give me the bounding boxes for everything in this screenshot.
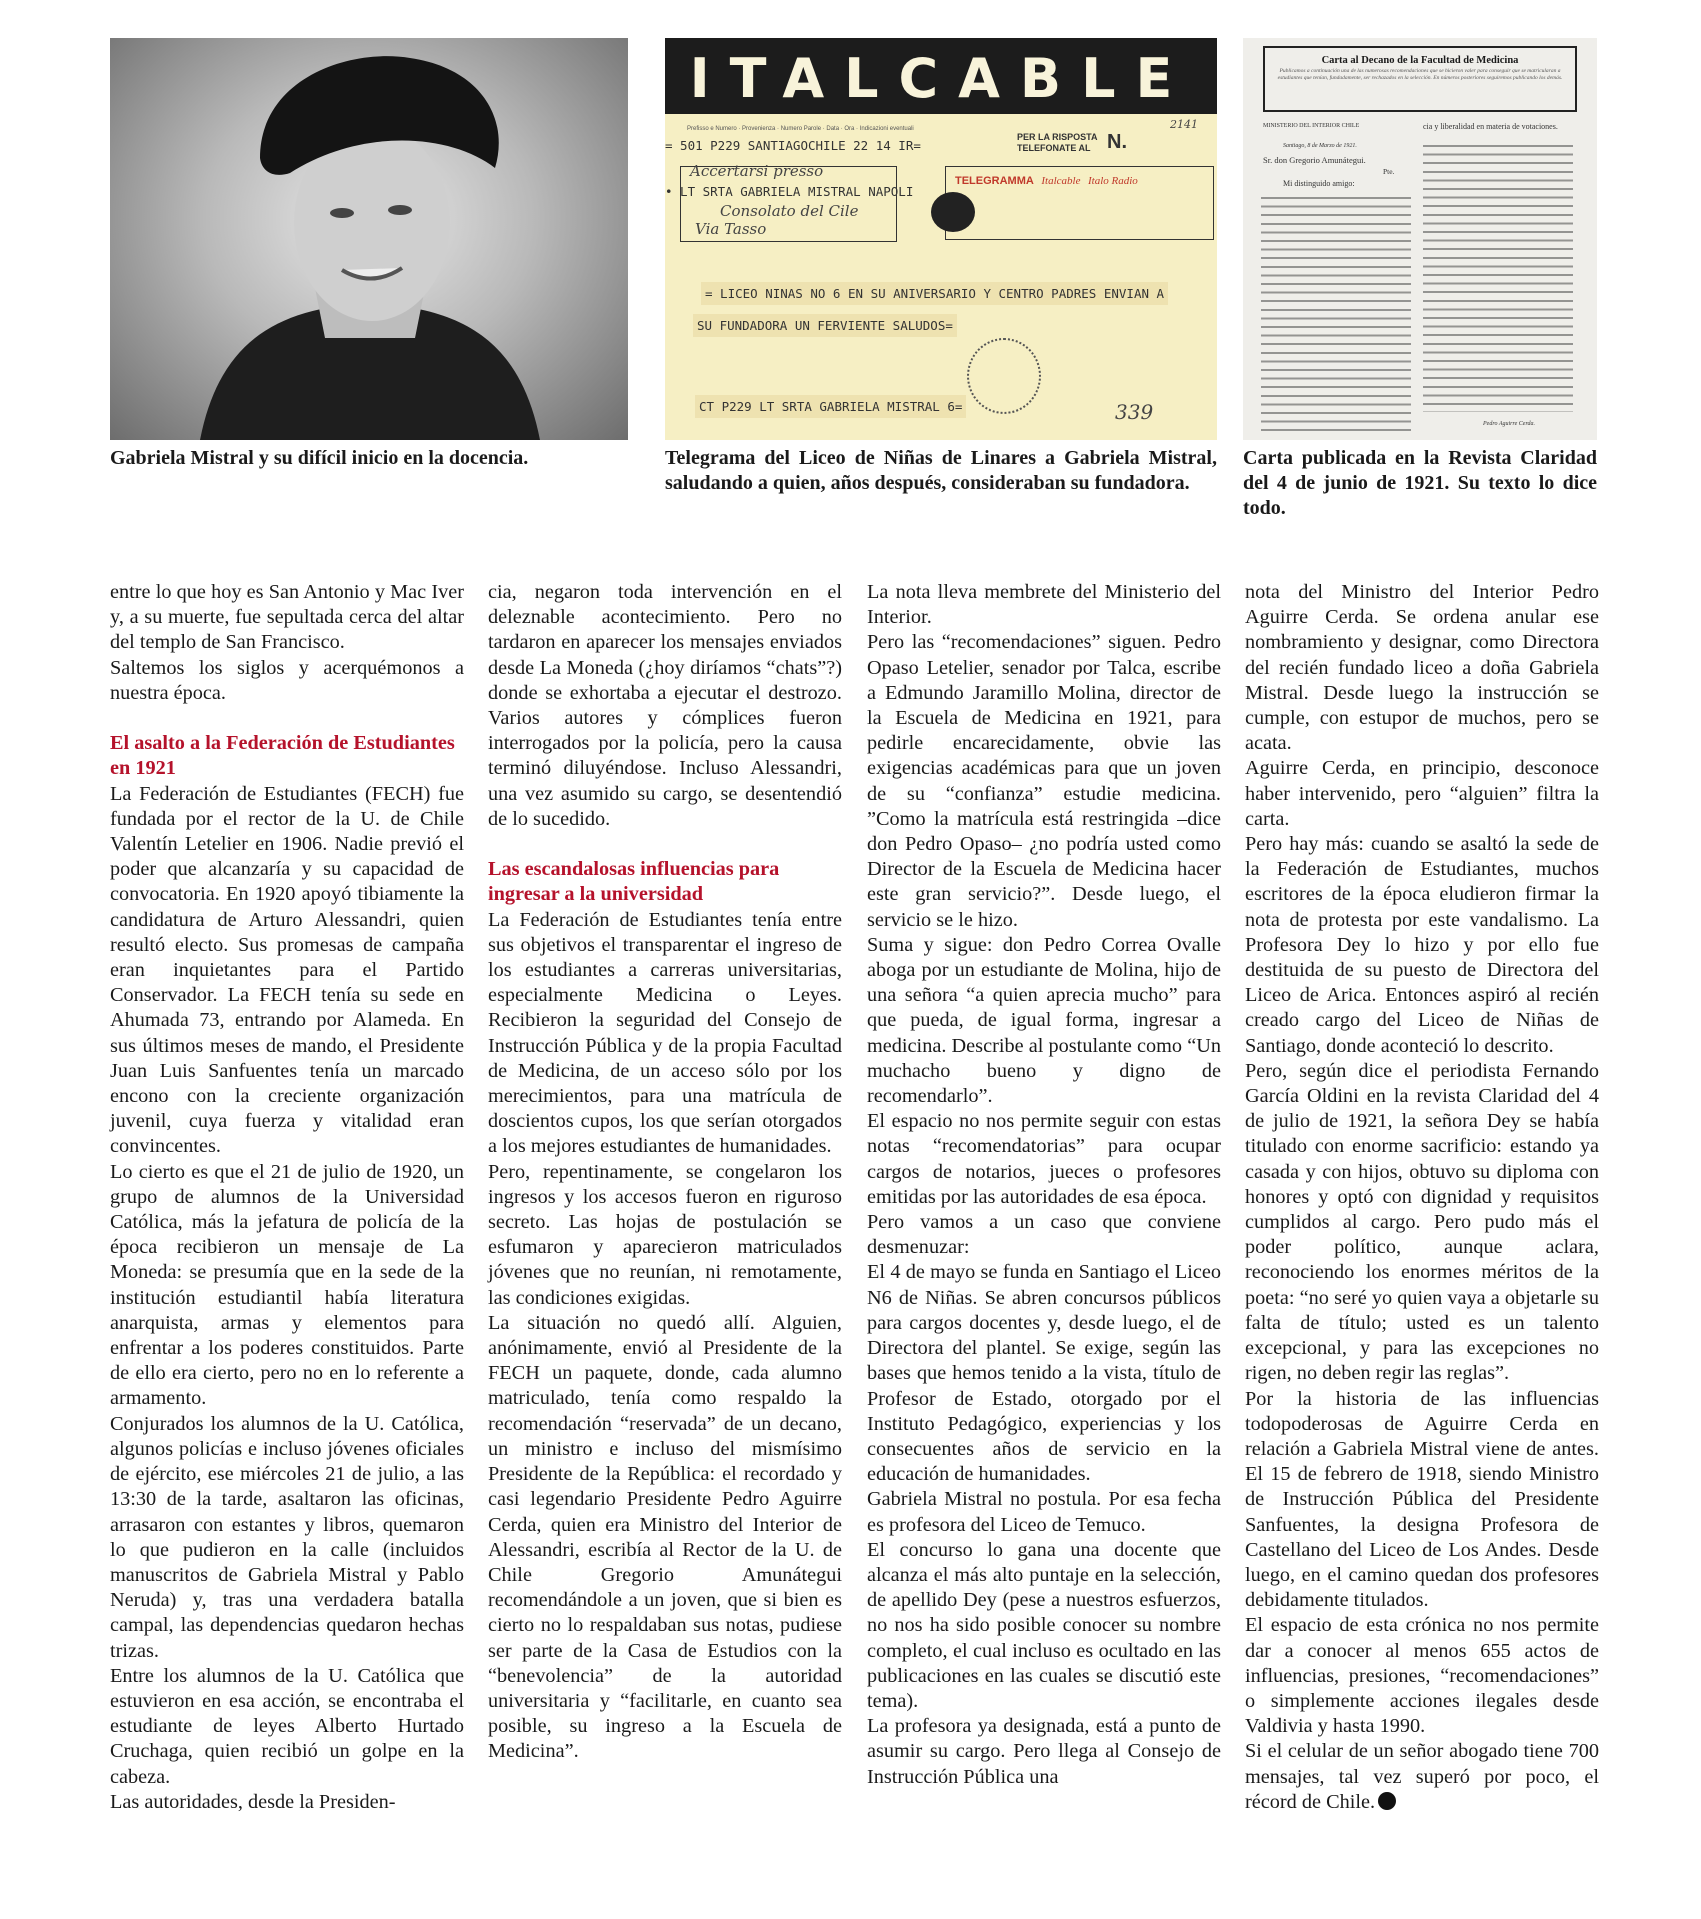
article-paragraph: Gabriela Mistral no postula. Por esa fecha es profesora del Liceo de Temuco. — [867, 1488, 1221, 1536]
letter-recipient: Sr. don Gregorio Amunátegui. — [1263, 155, 1366, 165]
article-column-4 — [1245, 580, 1599, 1815]
article-column-2 — [488, 580, 842, 1765]
article-paragraph: El concurso lo gana una docente que alcanza el más alto puntaje en la selección, de apellido Dey (pese a nuestros esfuerzos, no nos ha sido posible conocer su nombre completo, el cual incluso es ocultado en las publicaciones en las cuales se discutió este tema). — [867, 1538, 1221, 1712]
letter-body-left — [1261, 194, 1411, 434]
article-paragraph: Saltemos los siglos y acerquémonos a nuestra época. — [110, 656, 464, 704]
article-paragraph: Suma y sigue: don Pedro Correa Ovalle aboga por un estudiante de Molina, hijo de una señora “a quien aprecia mucho” para que pueda, de igual forma, ingresar a medicina. Describe al postulante como “Un muchacho bueno y digno de recomendarlo”. — [867, 933, 1221, 1108]
article-paragraph: Entre los alumnos de la U. Católica que estuvieron en esa acción, se encontraba el estudiante de leyes Alberto Hurtado Cruchaga, quien recibió un golpe en la cabeza. — [110, 1664, 464, 1788]
article-paragraph: La situación no quedó allí. Alguien, anónimamente, envió al Presidente de la FECH un paquete, donde, cada alumno matriculado, tenía como respaldo la recomendación “reservada” de un decano, un ministro e incluso del mismísimo Presidente de la República: el recordado y casi legendario Presidente Pedro Aguirre Cerda, quien era Ministro del Interior de Alessandri, escribía al Rector de la U. de Chile Gregorio Amunátegui recomendándole a un joven, que si bien es cierto no lo respaldaban sus notas, pudiese ser parte de la Casa de Estudios con la “benevolencia” de la autoridad universitaria y “facilitarle, en cuanto sea posible, su ingreso a la Escuela de Medicina”. — [488, 1311, 842, 1763]
article-paragraph: Lo cierto es que el 21 de julio de 1920, un grupo de alumnos de la Universidad Católica, más la jefatura de policía de la época recibieron un mensaje de La Moneda: se presumía que en la sede de la institución estudiantil había literatura anarquista, armas y elementos para enfrentar a los poderes constituidos. Parte de ello era cierto, pero no en lo referente a armamento. — [110, 1160, 464, 1410]
article-paragraph: La profesora ya designada, está a punto de asumir su cargo. Pero llega al Consejo de Instrucción Pública una — [867, 1715, 1221, 1788]
article-paragraph: El espacio no nos permite seguir con estas notas “recomendatorias” para ocupar cargos de notarios, jueces o profesores emitidas por las autoridades de esa época. — [867, 1110, 1221, 1208]
article-paragraph: Pero, según dice el periodista Fernando García Oldini en la revista Claridad del 4 de julio de 1921, la señora Dey se había titulado con enorme sacrificio: estando ya casada y con hijos, obtuvo su diploma con honores y optó con dignidad y requisitos cumplidos al cargo. Pero pudo más el poder político, aunque aclara, reconociendo los enormes méritos de la poeta: “no seré yo quien vaya a objetarle su falta de título; usted es un talento excepcional, y para las excepciones no rigen, no deben regir las reglas”. — [1245, 1059, 1599, 1385]
letter-header-box — [1263, 46, 1577, 112]
article-paragraph: La Federación de Estudiantes (FECH) fue fundada por el rector de la U. de Chile Valentín Letelier en 1906. Nadie previó el poder que alcanzaría y su capacidad de convocatoria. En 1920 apoyó tibiamente la candidatura de Arturo Alessandri, quien resultó electo. Sus promesas de campaña eran inquietantes para el Partido Conservador. La FECH tenía su sede en Ahumada 73, entrando por Alameda. En sus últimos meses de mando, el Presidente Juan Luis Sanfuentes tenía un marcado encono con la creciente organización juvenil, cuya fuerza y vitalidad eran convincentes. — [110, 782, 464, 1158]
letter-right-start: cia y liberalidad en materia de votaciones. — [1423, 122, 1558, 131]
handwritten-note-3: Via Tasso — [695, 220, 767, 238]
letter-greeting: Mi distinguido amigo: — [1283, 179, 1355, 188]
article-paragraph: Por la historia de las influencias todopoderosas de Aguirre Cerda en relación a Gabriela Mistral viene de antes. El 15 de febrero de 1918, siendo Ministro de Instrucción Pública del Presidente Sanfuentes, la designa Profesora de Castellano del Liceo de Los Andes. Desde luego, en el camino quedan dos profesores debidamente titulados. — [1245, 1387, 1599, 1612]
article-paragraph: Las autoridades, desde la Presiden- — [110, 1790, 396, 1813]
letter-ministry: MINISTERIO DEL INTERIOR CHILE — [1263, 123, 1360, 129]
postmark-stamp-icon — [967, 338, 1041, 414]
italcable-banner: ITALCABLE — [665, 38, 1217, 114]
handwritten-number: 339 — [1115, 400, 1154, 424]
article-paragraph: Si el celular de un señor abogado tiene 700 mensajes, tal vez superó por poco, el récord de Chile. — [1245, 1740, 1599, 1813]
article-column-1 — [110, 580, 464, 1815]
article-paragraph: Pero las “recomendaciones” siguen. Pedro Opaso Letelier, senador por Talca, escribe a Edmundo Jaramillo Molina, director de la Escuela de Medicina en 1921, para pedirle encarecidamente, obvie las exigencias académicas para que un joven de su “confianza” estudie medicina. ”Como la matrícula está restringida –dice don Pedro Opaso– ¿no podría usted como Director de la Escuela de Medicina hacer este gran servicio?”. Desde luego, el servicio se le hizo. — [867, 631, 1221, 931]
article-paragraph: entre lo que hoy es San Antonio y Mac Iver y, a su muerte, fue sepultada cerca del altar del templo de San Francisco. — [110, 581, 464, 654]
letter-body-right — [1423, 142, 1573, 412]
globe-logo-icon — [931, 192, 975, 232]
via-italcable: Italcable — [1041, 175, 1081, 187]
reply-n: N. — [1107, 131, 1127, 153]
portrait-illustration — [110, 38, 628, 440]
article-column-3 — [867, 580, 1221, 1790]
telegram-footer-line: CT P229 LT SRTA GABRIELA MISTRAL 6= — [695, 395, 966, 418]
telegram-number: 2141 — [1170, 118, 1198, 131]
article-paragraph: La Federación de Estudiantes tenía entre sus objetivos el transparentar el ingreso de los estudiantes a carreras universitarias, especialmente Medicina o Leyes. Recibieron la seguridad del Consejo de Instrucción Pública y de la propia Facultad de Medicina, de un acceso sólo por los merecimientos, para una matrícula de doscientos cupos, los que serían otorgados a los mejores estudiantes de humanidades. — [488, 908, 842, 1158]
section-heading: El asalto a la Federación de Estudiantes en 1921 — [110, 732, 455, 780]
article-paragraph: Pero, repentinamente, se congelaron los ingresos y los accesos fueron en riguroso secreto. Las hojas de postulación se esfumaron y aparecieron matriculados jóvenes que no reunían, ni remotamente, las condiciones exigidas. — [488, 1160, 842, 1309]
letter-clipping-image — [1243, 38, 1597, 440]
article-paragraph: Pero vamos a un caso que conviene desmenuzar: — [867, 1211, 1221, 1259]
caption-letter: Carta publicada en la Revista Claridad del 4 de junio de 1921. Su texto lo dice todo. — [1243, 447, 1597, 519]
article-paragraph: La nota lleva membrete del Ministerio del Interior. — [867, 581, 1221, 629]
reply-note — [1017, 132, 1098, 154]
letter-pte: Pte. — [1383, 167, 1395, 176]
telegram-body-line-2: SU FUNDADORA UN FERVIENTE SALUDOS= — [693, 314, 957, 337]
reply-line-1: PER LA RISPOSTA — [1017, 132, 1098, 142]
end-of-article-icon — [1378, 1792, 1396, 1810]
article-paragraph: El 4 de mayo se funda en Santiago el Liceo N6 de Niñas. Se abren concursos públicos para cargos docentes y, desde luego, el de Directora del plantel. Se exige, según las bases que hemos tenido a la vista, título de Profesor de Estado, otorgado por el Instituto Pedagógico, experiencias y los consecuentes años de servicio en la educación de humanidades. — [867, 1261, 1221, 1486]
article-paragraph: nota del Ministro del Interior Pedro Aguirre Cerda. Se ordena anular ese nombramiento y designar, como Directora del recién fundado liceo a doña Gabriela Mistral. Desde luego la instrucción se cumple, con estupor de muchos, pero se acata. — [1245, 581, 1599, 755]
telegramma-label — [955, 172, 1138, 187]
reply-line-2: TELEFONATE AL — [1017, 143, 1091, 153]
letter-date: Santiago, 8 de Marzo de 1921. — [1283, 143, 1357, 149]
article-paragraph: Aguirre Cerda, en principio, desconoce haber intervenido, pero “alguien” filtra la carta. — [1245, 757, 1599, 830]
telegramma-text: TELEGRAMMA — [955, 175, 1034, 187]
caption-portrait: Gabriela Mistral y su difícil inicio en la docencia. — [110, 447, 529, 469]
telegram-address: • LT SRTA GABRIELA MISTRAL NAPOLI — [665, 184, 914, 199]
telegram-image — [665, 38, 1217, 440]
portrait-photo — [110, 38, 628, 440]
telegram-header-small: Prefisso e Numero · Provenienza · Numero Parole · Data · Ora · Indicazioni eventuali — [687, 126, 914, 132]
caption-telegram: Telegrama del Liceo de Niñas de Linares a Gabriela Mistral, saludando a quien, años después, consideraban su fundadora. — [665, 447, 1217, 494]
telegram-body-line-1: = LICEO NINAS NO 6 EN SU ANIVERSARIO Y CENTRO PADRES ENVIAN A — [701, 282, 1168, 305]
article-paragraph: Conjurados los alumnos de la U. Católica, algunos policías e incluso jóvenes oficiales de ejército, ese miércoles 21 de julio, a las 13:30 de la tarde, asaltaron las oficinas, arrasaron con estantes y libros, quemaron lo que pudieron en la calle (incluidos manuscritos de Gabriela Mistral y Pablo Neruda) y, tras una verdadera batalla campal, las dependencias quedaron hechas trizas. — [110, 1412, 464, 1662]
handwritten-note-2: Consolato del Cile — [720, 202, 859, 220]
telegram-origin-line: = 501 P229 SANTIAGOCHILE 22 14 IR= — [665, 138, 921, 153]
article-paragraph: El espacio de esta crónica no nos permite dar a conocer al menos 655 actos de influencias, presiones, “recomendaciones” o simplemente acciones ilegales desde Valdivia y hasta 1990. — [1245, 1614, 1599, 1738]
letter-signature: Pedro Aguirre Cerda. — [1483, 421, 1536, 427]
section-heading: Las escandalosas influencias para ingresar a la universidad — [488, 858, 780, 906]
letter-intro: Publicamos a continuación una de las numerosas recomendaciones que se hicieron valer para conseguir que se matricularan a estudiantes que tenían, fundadamente, ser rechazados en la selección. En números posteriores seguiremos publicando los demás. — [1277, 68, 1563, 81]
article-paragraph: cia, negaron toda intervención en el deleznable acontecimiento. Pero no tardaron en aparecer los mensajes enviados desde La Moneda (¿hoy diríamos “chats”?) donde se exhortaba a ejecutar el destrozo. Varios autores y cómplices fueron interrogados por la policía, pero la causa terminó diluyéndose. Incluso Alessandri, una vez asumido su cargo, se desentendió de lo sucedido. — [488, 581, 842, 830]
article-paragraph: Pero hay más: cuando se asaltó la sede de la Federación de Estudiantes, muchos escritores de la época eludieron firmar la nota de protesta por este vandalismo. La Profesora Dey lo hizo y por ello fue destituida de su puesto de Directora del Liceo de Arica. Entonces aspiró al recién creado cargo del Liceo de Niñas de Santiago, donde aconteció lo descrito. — [1245, 833, 1599, 1057]
letter-title: Carta al Decano de la Facultad de Medicina — [1321, 55, 1519, 66]
handwritten-note-1: Accertarsi presso — [690, 162, 824, 180]
via-italo-radio: Italo Radio — [1088, 175, 1138, 187]
